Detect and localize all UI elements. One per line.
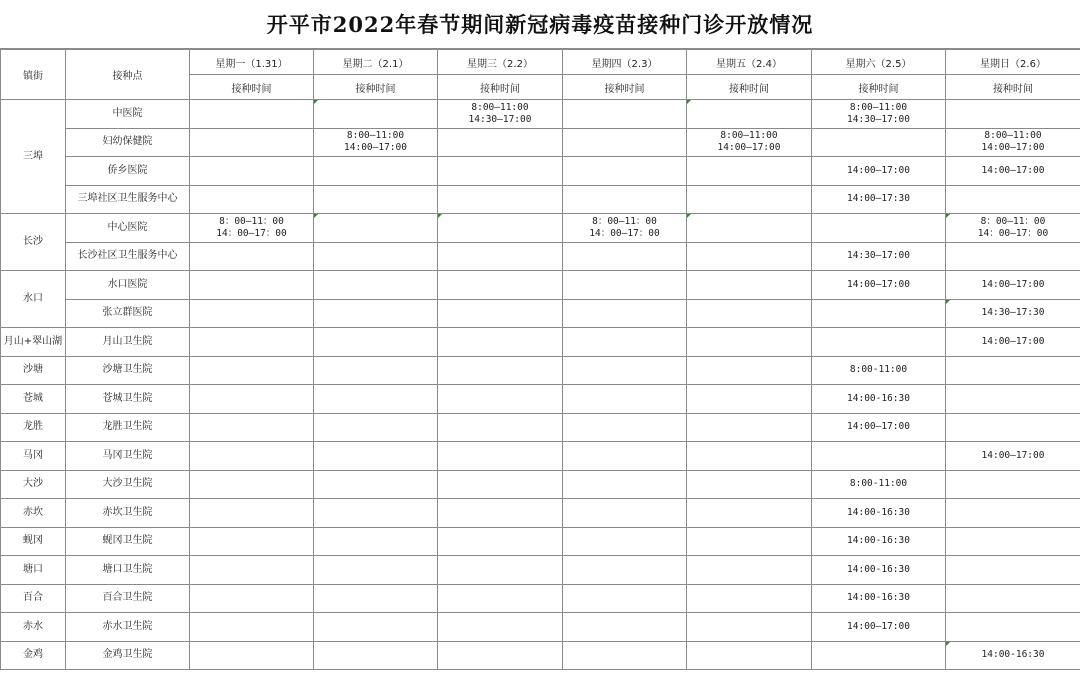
- time-cell: 14:30—17:30: [946, 299, 1080, 328]
- time-cell: [314, 356, 438, 385]
- site-cell: 长沙社区卫生服务中心: [66, 242, 190, 271]
- time-cell: 14:00—17:30: [812, 185, 946, 214]
- time-cell: 8：00—11：00 14：00—17：00: [190, 214, 314, 243]
- time-cell: [687, 299, 812, 328]
- header-day: 星期五（2.4）: [687, 50, 812, 75]
- time-cell: [946, 584, 1080, 613]
- table-row: [1, 499, 1080, 528]
- site-cell: 张立群医院: [66, 299, 190, 328]
- time-cell: [314, 499, 438, 528]
- time-cell: [438, 527, 563, 556]
- time-cell: [438, 641, 563, 670]
- time-cell: [946, 242, 1080, 271]
- town-cell: 百合: [1, 584, 66, 613]
- time-cell: [314, 556, 438, 585]
- time-cell: [438, 242, 563, 271]
- time-cell: 14:00—17:00: [946, 328, 1080, 357]
- time-cell: 14:30—17:00: [812, 242, 946, 271]
- time-cell: [563, 442, 687, 471]
- table-row: [1, 157, 1080, 186]
- time-cell: [438, 328, 563, 357]
- time-cell: [563, 242, 687, 271]
- time-cell: [946, 470, 1080, 499]
- time-cell: [190, 128, 314, 157]
- time-cell: [190, 613, 314, 642]
- time-cell: [314, 328, 438, 357]
- header-town: 镇街: [1, 50, 66, 100]
- time-cell: [687, 613, 812, 642]
- town-cell: 马冈: [1, 442, 66, 471]
- table-row: [1, 584, 1080, 613]
- header-time-label: 接种时间: [190, 75, 314, 100]
- time-cell: [438, 214, 563, 243]
- time-cell: 14:00—17:00: [946, 271, 1080, 300]
- header-day: 星期六（2.5）: [812, 50, 946, 75]
- site-cell: 月山卫生院: [66, 328, 190, 357]
- time-cell: [812, 641, 946, 670]
- time-cell: 8：00—11：00 14：00—17：00: [946, 214, 1080, 243]
- time-cell: [812, 442, 946, 471]
- time-cell: 14:00—17:00: [812, 413, 946, 442]
- time-cell: [812, 299, 946, 328]
- time-cell: [563, 556, 687, 585]
- time-cell: [812, 128, 946, 157]
- time-cell: [438, 556, 563, 585]
- header-day: 星期二（2.1）: [314, 50, 438, 75]
- site-cell: 百合卫生院: [66, 584, 190, 613]
- time-cell: [563, 356, 687, 385]
- site-cell: 三埠社区卫生服务中心: [66, 185, 190, 214]
- time-cell: [687, 413, 812, 442]
- header-time-label: 接种时间: [812, 75, 946, 100]
- table-row: [1, 100, 1080, 129]
- site-cell: 中医院: [66, 100, 190, 129]
- site-cell: 苍城卫生院: [66, 385, 190, 414]
- time-cell: 8:00-11:00: [812, 356, 946, 385]
- time-cell: [314, 242, 438, 271]
- time-cell: [190, 356, 314, 385]
- time-cell: [687, 185, 812, 214]
- time-cell: 8:00—11:00 14:30—17:00: [438, 100, 563, 129]
- time-cell: [946, 385, 1080, 414]
- time-cell: [946, 413, 1080, 442]
- time-cell: [314, 185, 438, 214]
- header-site: 接种点: [66, 50, 190, 100]
- town-cell: 龙胜: [1, 413, 66, 442]
- time-cell: [438, 413, 563, 442]
- town-cell: 月山+翠山湖: [1, 328, 66, 357]
- site-cell: 金鸡卫生院: [66, 641, 190, 670]
- time-cell: [438, 271, 563, 300]
- time-cell: [190, 442, 314, 471]
- town-cell: 塘口: [1, 556, 66, 585]
- time-cell: [687, 385, 812, 414]
- site-cell: 赤水卫生院: [66, 613, 190, 642]
- site-cell: 龙胜卫生院: [66, 413, 190, 442]
- header-day: 星期日（2.6）: [946, 50, 1080, 75]
- time-cell: [946, 556, 1080, 585]
- time-cell: [314, 527, 438, 556]
- time-cell: 14:00—17:00: [812, 613, 946, 642]
- time-cell: 14:00-16:30: [812, 584, 946, 613]
- time-cell: [190, 470, 314, 499]
- time-cell: [190, 641, 314, 670]
- time-cell: 14:00—17:00: [946, 157, 1080, 186]
- town-cell: 蚬冈: [1, 527, 66, 556]
- table-row: [1, 641, 1080, 670]
- time-cell: [314, 100, 438, 129]
- time-cell: [314, 299, 438, 328]
- time-cell: [190, 499, 314, 528]
- time-cell: 14:00—17:00: [812, 157, 946, 186]
- time-cell: [946, 100, 1080, 129]
- town-cell: 水口: [1, 271, 66, 328]
- table-row: [1, 271, 1080, 300]
- header-time-label: 接种时间: [946, 75, 1080, 100]
- header-time-label: 接种时间: [563, 75, 687, 100]
- time-cell: [563, 185, 687, 214]
- time-cell: [190, 299, 314, 328]
- table-row: [1, 299, 1080, 328]
- town-cell: 赤水: [1, 613, 66, 642]
- schedule-table: [0, 49, 1080, 670]
- time-cell: [687, 100, 812, 129]
- table-row: [1, 556, 1080, 585]
- page-title: 开平市2022年春节期间新冠病毒疫苗接种门诊开放情况: [0, 0, 1080, 49]
- time-cell: [190, 328, 314, 357]
- time-cell: [687, 328, 812, 357]
- time-cell: [563, 328, 687, 357]
- time-cell: [438, 442, 563, 471]
- time-cell: 14:00-16:30: [812, 556, 946, 585]
- time-cell: 14:00-16:30: [946, 641, 1080, 670]
- site-cell: 侨乡医院: [66, 157, 190, 186]
- time-cell: [563, 413, 687, 442]
- time-cell: [563, 584, 687, 613]
- time-cell: [563, 299, 687, 328]
- site-cell: 马冈卫生院: [66, 442, 190, 471]
- site-cell: 沙塘卫生院: [66, 356, 190, 385]
- time-cell: [687, 470, 812, 499]
- table-row: [1, 328, 1080, 357]
- time-cell: [563, 470, 687, 499]
- time-cell: [438, 499, 563, 528]
- time-cell: 14:00—17:00: [946, 442, 1080, 471]
- time-cell: 8:00—11:00 14:00—17:00: [314, 128, 438, 157]
- time-cell: [314, 584, 438, 613]
- header-day: 星期四（2.3）: [563, 50, 687, 75]
- time-cell: [438, 185, 563, 214]
- town-cell: 沙塘: [1, 356, 66, 385]
- site-cell: 大沙卫生院: [66, 470, 190, 499]
- time-cell: [438, 356, 563, 385]
- time-cell: [438, 157, 563, 186]
- time-cell: [687, 527, 812, 556]
- header-row-days: [1, 50, 1080, 75]
- time-cell: [314, 641, 438, 670]
- time-cell: [812, 214, 946, 243]
- time-cell: [190, 271, 314, 300]
- town-cell: 赤坎: [1, 499, 66, 528]
- time-cell: [190, 385, 314, 414]
- time-cell: [314, 613, 438, 642]
- time-cell: [438, 470, 563, 499]
- time-cell: [946, 527, 1080, 556]
- town-cell: 金鸡: [1, 641, 66, 670]
- time-cell: [438, 584, 563, 613]
- site-cell: 蚬冈卫生院: [66, 527, 190, 556]
- time-cell: [190, 242, 314, 271]
- time-cell: [687, 556, 812, 585]
- town-cell: 三埠: [1, 100, 66, 214]
- table-row: [1, 613, 1080, 642]
- table-row: [1, 128, 1080, 157]
- header-day: 星期一（1.31）: [190, 50, 314, 75]
- time-cell: [687, 242, 812, 271]
- table-row: [1, 185, 1080, 214]
- time-cell: [946, 185, 1080, 214]
- header-day: 星期三（2.2）: [438, 50, 563, 75]
- table-row: [1, 385, 1080, 414]
- time-cell: [946, 499, 1080, 528]
- time-cell: [812, 328, 946, 357]
- time-cell: [190, 413, 314, 442]
- time-cell: [687, 442, 812, 471]
- time-cell: [314, 385, 438, 414]
- time-cell: [563, 527, 687, 556]
- time-cell: [563, 499, 687, 528]
- time-cell: 8:00—11:00 14:00—17:00: [687, 128, 812, 157]
- time-cell: 14:00—17:00: [812, 271, 946, 300]
- time-cell: [314, 214, 438, 243]
- time-cell: [438, 299, 563, 328]
- schedule-body: [1, 100, 1080, 670]
- time-cell: [314, 271, 438, 300]
- table-row: [1, 356, 1080, 385]
- time-cell: [438, 385, 563, 414]
- time-cell: [438, 613, 563, 642]
- time-cell: 14:00-16:30: [812, 385, 946, 414]
- time-cell: [314, 470, 438, 499]
- time-cell: [687, 499, 812, 528]
- town-cell: 大沙: [1, 470, 66, 499]
- time-cell: 8：00—11：00 14：00—17：00: [563, 214, 687, 243]
- time-cell: 14:00-16:30: [812, 499, 946, 528]
- time-cell: [563, 157, 687, 186]
- time-cell: [190, 185, 314, 214]
- time-cell: 8:00-11:00: [812, 470, 946, 499]
- table-row: [1, 214, 1080, 243]
- site-cell: 赤坎卫生院: [66, 499, 190, 528]
- header-time-label: 接种时间: [314, 75, 438, 100]
- table-row: [1, 413, 1080, 442]
- town-cell: 苍城: [1, 385, 66, 414]
- time-cell: [946, 356, 1080, 385]
- time-cell: [687, 356, 812, 385]
- time-cell: [563, 271, 687, 300]
- table-row: [1, 242, 1080, 271]
- header-time-label: 接种时间: [687, 75, 812, 100]
- table-row: [1, 527, 1080, 556]
- time-cell: 8:00—11:00 14:00—17:00: [946, 128, 1080, 157]
- time-cell: [314, 157, 438, 186]
- time-cell: [946, 613, 1080, 642]
- time-cell: [190, 157, 314, 186]
- table-row: [1, 470, 1080, 499]
- time-cell: 8:00—11:00 14:30—17:00: [812, 100, 946, 129]
- header-time-label: 接种时间: [438, 75, 563, 100]
- site-cell: 水口医院: [66, 271, 190, 300]
- table-row: [1, 442, 1080, 471]
- time-cell: 14:00-16:30: [812, 527, 946, 556]
- time-cell: [687, 271, 812, 300]
- town-cell: 长沙: [1, 214, 66, 271]
- time-cell: [563, 641, 687, 670]
- time-cell: [563, 128, 687, 157]
- time-cell: [438, 128, 563, 157]
- time-cell: [563, 100, 687, 129]
- time-cell: [190, 556, 314, 585]
- time-cell: [687, 214, 812, 243]
- time-cell: [687, 641, 812, 670]
- time-cell: [687, 157, 812, 186]
- time-cell: [190, 100, 314, 129]
- site-cell: 中心医院: [66, 214, 190, 243]
- time-cell: [190, 584, 314, 613]
- site-cell: 妇幼保健院: [66, 128, 190, 157]
- site-cell: 塘口卫生院: [66, 556, 190, 585]
- time-cell: [314, 413, 438, 442]
- time-cell: [190, 527, 314, 556]
- time-cell: [563, 613, 687, 642]
- time-cell: [314, 442, 438, 471]
- time-cell: [563, 385, 687, 414]
- time-cell: [687, 584, 812, 613]
